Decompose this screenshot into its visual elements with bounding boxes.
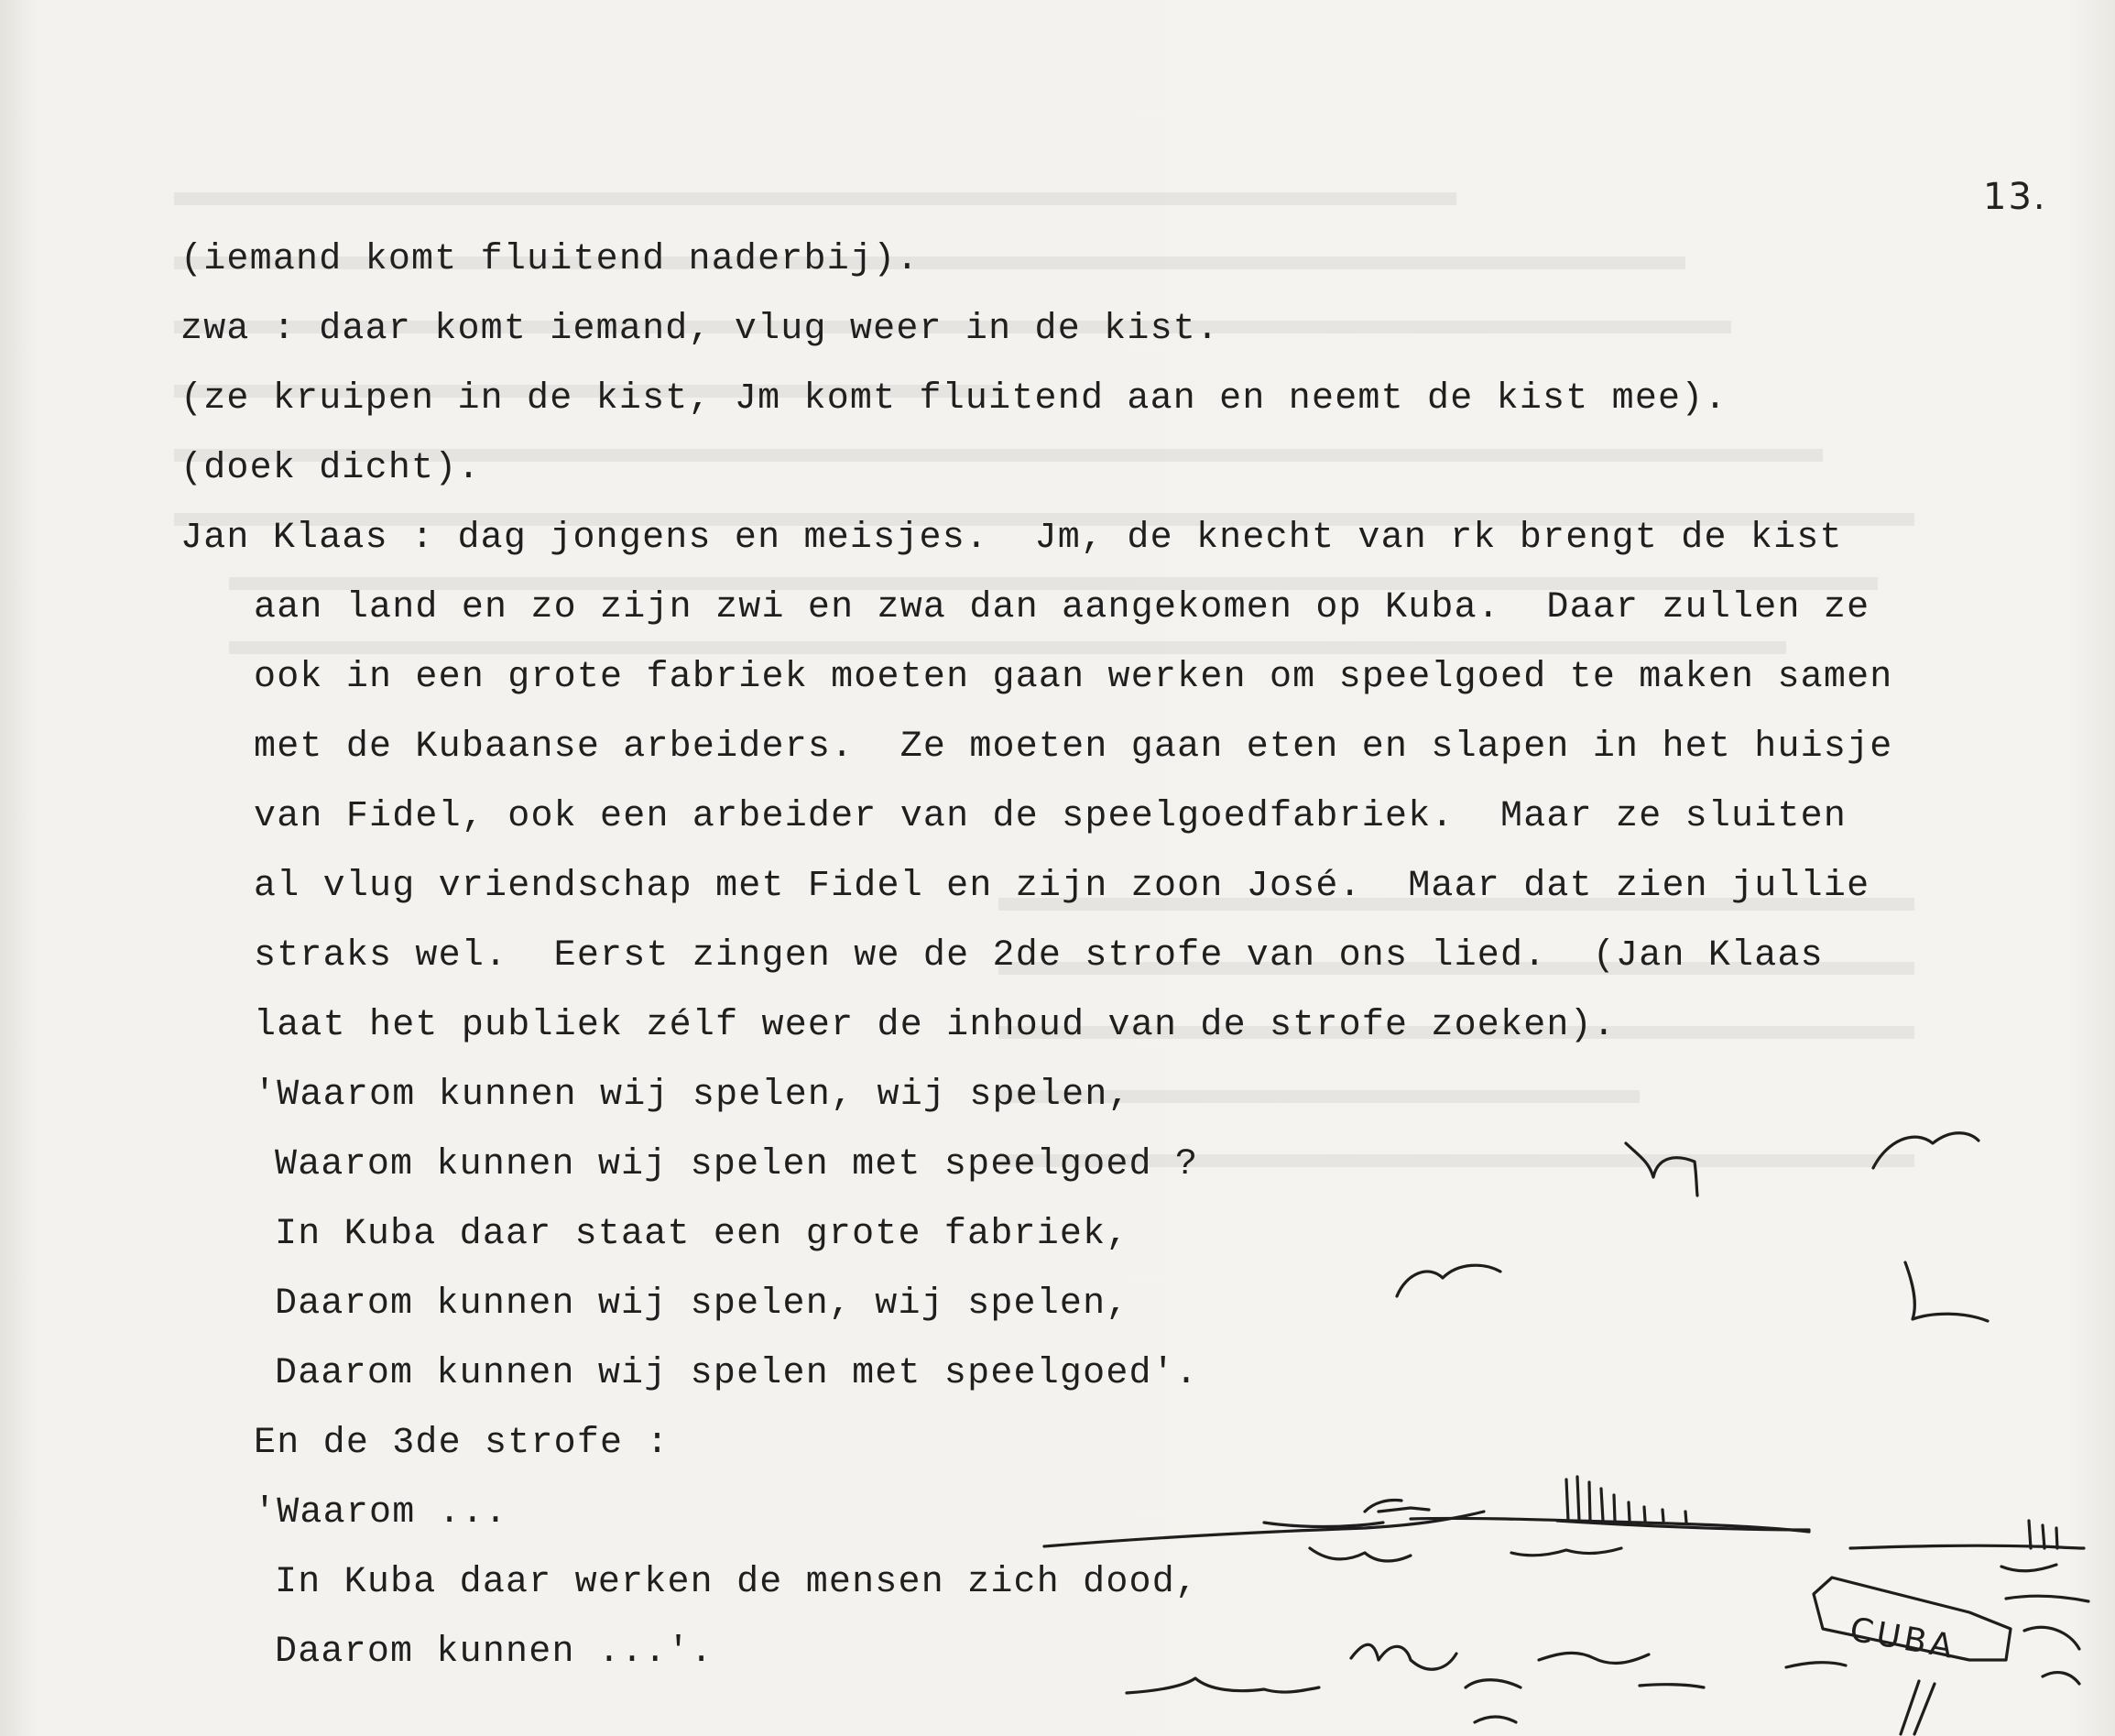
wave-sketch (1640, 1685, 1704, 1687)
song-line: In Kuba daar werken de mensen zich dood, (275, 1562, 1199, 1603)
ship-sketch (1566, 1477, 1686, 1523)
wave-sketch (2001, 1565, 2056, 1571)
text-line: van Fidel, ook een arbeider van de speelgoedfabriek. Maar ze sluiten (254, 796, 1848, 837)
text-line: Jan Klaas : dag jongens en meisjes. Jm, de knecht van rk brengt de kist (180, 518, 1843, 559)
ship-sketch (1850, 1545, 2084, 1548)
text-line: met de Kubaanse arbeiders. Ze moeten gaan eten en slapen in het huisje (254, 726, 1893, 768)
text-line: straks wel. Eerst zingen we de 2de strofe van ons lied. (Jan Klaas (254, 935, 1824, 977)
text-line: zwa : daar komt iemand, vlug weer in de kist. (180, 309, 1220, 350)
song-line: Waarom kunnen wij spelen met speelgoed ? (275, 1144, 1199, 1185)
wave-sketch (1786, 1663, 1846, 1667)
wave-sketch (1127, 1678, 1319, 1693)
song-line: 'Waarom ... (254, 1492, 508, 1534)
song-line: Daarom kunnen wij spelen, wij spelen, (275, 1283, 1129, 1325)
ship-sketch (1379, 1508, 1429, 1512)
wave-sketch (1466, 1680, 1521, 1687)
wave-sketch (1475, 1717, 1516, 1722)
bird-sketch (1626, 1143, 1697, 1196)
song-line: Daarom kunnen wij spelen met speelgoed'. (275, 1353, 1199, 1394)
text-line: ook in een grote fabriek moeten gaan werken om speelgoed te maken samen (254, 657, 1893, 698)
signpost-sketch (1901, 1681, 1935, 1734)
ship-sketch (1044, 1512, 1484, 1546)
bird-sketch (1905, 1262, 1988, 1321)
song-line: In Kuba daar staat een grote fabriek, (275, 1214, 1129, 1255)
bird-sketch (1873, 1133, 1979, 1168)
text-line: (ze kruipen in de kist, Jm komt fluitend aan en neemt de kist mee). (180, 378, 1728, 420)
ship-sketch (1264, 1501, 1401, 1527)
wave-sketch (1310, 1548, 1411, 1561)
page-number: 13. (1983, 176, 2047, 218)
bird-sketch (1397, 1265, 1500, 1296)
song-line: Daarom kunnen ...'. (275, 1632, 714, 1673)
wave-sketch (2043, 1673, 2079, 1684)
text-line: (doek dicht). (180, 448, 481, 489)
text-line: al vlug vriendschap met Fidel en zijn zoon José. Maar dat zien jullie (254, 866, 1870, 907)
sign-text: CUBA (1847, 1610, 1959, 1667)
ship-sketch (2029, 1521, 2057, 1548)
text-line: aan land en zo zijn zwi en zwa dan aangekomen op Kuba. Daar zullen ze (254, 587, 1870, 628)
text-line: En de 3de strofe : (254, 1423, 670, 1464)
wave-sketch (1511, 1548, 1621, 1556)
text-line: laat het publiek zélf weer de inhoud van de strofe zoeken). (254, 1005, 1617, 1046)
wave-sketch (2006, 1596, 2088, 1601)
wave-sketch (1351, 1644, 1456, 1669)
text-line: (iemand komt fluitend naderbij). (180, 239, 920, 280)
wave-sketch (1539, 1653, 1649, 1663)
song-line: 'Waarom kunnen wij spelen, wij spelen, (254, 1075, 1131, 1116)
wave-sketch (2024, 1627, 2079, 1649)
